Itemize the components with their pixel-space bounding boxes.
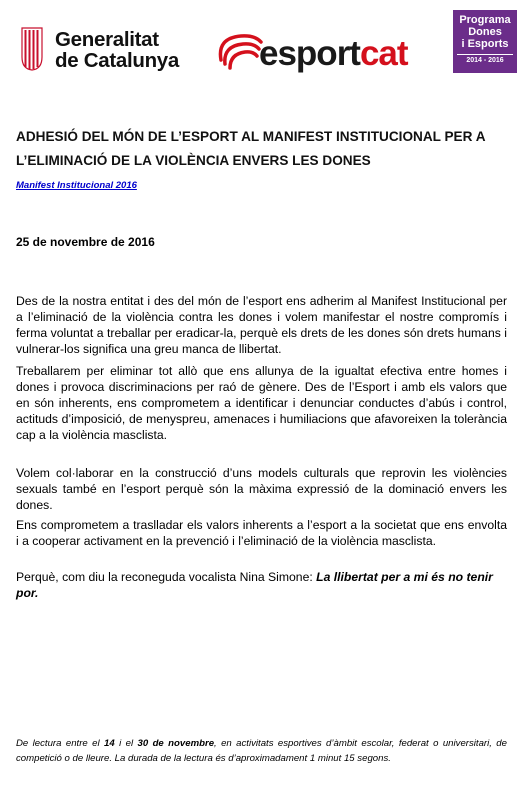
esportcat-wordmark xyxy=(259,36,408,72)
footer-date-start: 14 xyxy=(104,738,115,749)
footer-note xyxy=(16,736,507,766)
generalitat-seal-icon xyxy=(21,27,43,71)
programa-years: 2014 - 2016 xyxy=(457,54,513,64)
programa-line2: Dones xyxy=(468,26,502,38)
footer-text-2: i el xyxy=(114,738,138,749)
footer-text-3: , en activitats esportives d’àmbit escolar, federat o universitari, de competició o de lleure. La durada de la lectura és d’aproximadament 1 minut 15 segons. xyxy=(16,738,507,764)
programa-line3: i Esports xyxy=(461,38,509,50)
nina-simone-quote: La llibertat per a mi és no tenir por. xyxy=(16,570,493,600)
generalitat-line1: Generalitat xyxy=(55,28,159,51)
generalitat-line2: de Catalunya xyxy=(55,49,179,72)
esportcat-part2: cat xyxy=(359,34,408,73)
esportcat-swoosh-icon xyxy=(215,30,263,74)
document-title: ADHESIÓ DEL MÓN DE L’ESPORT AL MANIFEST INSTITUCIONAL PER A L’ELIMINACIÓ DE LA VIOLÈNCIA ENVERS LES DONES xyxy=(16,129,486,168)
manifest-link[interactable]: Manifest Institucional 2016 xyxy=(16,180,137,191)
esportcat-part1: esport xyxy=(259,34,360,73)
paragraph-4: Ens comprometem a traslladar els valors inherents a l’esport a la societat que ens envolta i a cooperar activament en la prevenció i l’eliminació de la violència masclista. xyxy=(16,518,507,548)
generalitat-wordmark xyxy=(55,29,179,71)
programa-badge xyxy=(453,10,517,73)
document-date: 25 de novembre de 2016 xyxy=(16,235,155,249)
paragraph-5-intro: Perquè, com diu la reconeguda vocalista Nina Simone: xyxy=(16,570,317,584)
paragraph-3: Volem col·laborar en la construcció d’uns models culturals que reprovin les violències sexuals també en l’esport perquè són la màxima expressió de la dominació envers les dones. xyxy=(16,466,507,512)
esportcat-logo xyxy=(215,30,435,78)
footer-date-end: 30 de novembre xyxy=(137,738,215,749)
paragraph-1: Des de la nostra entitat i des del món de l’esport ens adherim al Manifest Institucional per a l’eliminació de la violència contra les dones i volem manifestar el nostre compromís i ferma voluntat a treballar per eradicar-la, perquè els drets de les dones són drets humans i vulnerar-los significa una greu manca de llibertat. xyxy=(16,294,507,356)
programa-line1: Programa xyxy=(459,14,511,26)
generalitat-logo xyxy=(21,27,181,77)
paragraph-5 xyxy=(16,569,507,601)
paragraph-2: Treballarem per eliminar tot allò que ens allunya de la igualtat efectiva entre homes i dones i provoca discriminacions per raó de gènere. Des de l’Esport i amb els valors que en són inherents, ens comprometem a identificar i denunciar conductes d’abús i control, actituds d’imposició, de menyspreu, amenaces i humiliacions que afavoreixen la tolerància cap a la violència masclista. xyxy=(16,364,507,442)
footer-text-1: De lectura entre el xyxy=(16,738,105,749)
